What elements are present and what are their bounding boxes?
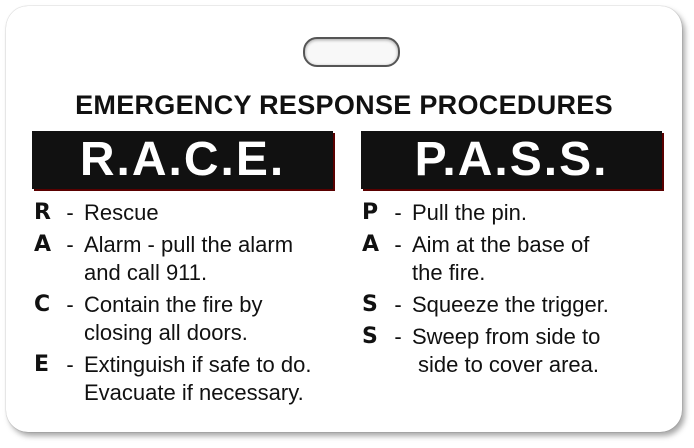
step-dash: -: [66, 200, 74, 225]
race-step-e: [34, 351, 349, 407]
step-letter: E: [34, 352, 50, 377]
step-dash: -: [394, 232, 402, 257]
pass-step-s-sweep: [362, 323, 672, 379]
race-steps-list: [34, 199, 349, 411]
pass-step-p: [362, 199, 672, 227]
step-dash: -: [394, 200, 402, 225]
step-letter: C: [34, 292, 51, 317]
step-text: Sweep from side to: [412, 324, 601, 349]
step-text: and call 911.: [84, 260, 208, 285]
race-step-c: [34, 291, 349, 347]
step-dash: -: [66, 352, 74, 377]
step-text: Contain the fire by: [84, 292, 263, 317]
pass-step-a: [362, 231, 672, 287]
step-dash: -: [394, 324, 402, 349]
step-letter: P: [362, 200, 379, 225]
step-text: Rescue: [84, 200, 159, 225]
race-heading: R.A.C.E.: [32, 131, 333, 189]
step-letter: S: [362, 292, 378, 317]
step-text: Evacuate if necessary.: [84, 380, 304, 405]
step-letter: R: [34, 200, 51, 225]
step-text: Aim at the base of: [412, 232, 590, 257]
step-text: side to cover area.: [418, 352, 599, 377]
pass-steps-list: [362, 199, 672, 383]
race-step-r: [34, 199, 349, 227]
race-step-a: [34, 231, 349, 287]
step-text: Alarm - pull the alarm: [84, 232, 294, 257]
step-letter: A: [34, 232, 52, 257]
step-text: Squeeze the trigger.: [412, 292, 609, 317]
card-title: EMERGENCY RESPONSE PROCEDURES: [75, 90, 613, 120]
lanyard-slot: [303, 37, 400, 67]
step-letter: S: [362, 324, 378, 349]
step-text: Pull the pin.: [412, 200, 527, 225]
step-text: the fire.: [412, 260, 486, 285]
id-badge-card: [6, 6, 682, 432]
step-dash: -: [394, 292, 402, 317]
pass-step-s-squeeze: [362, 291, 672, 319]
step-text: Extinguish if safe to do.: [84, 352, 312, 377]
step-dash: -: [66, 292, 74, 317]
step-text: closing all doors.: [84, 320, 248, 345]
step-dash: -: [66, 232, 74, 257]
step-letter: A: [362, 232, 380, 257]
pass-heading: P.A.S.S.: [361, 131, 662, 189]
